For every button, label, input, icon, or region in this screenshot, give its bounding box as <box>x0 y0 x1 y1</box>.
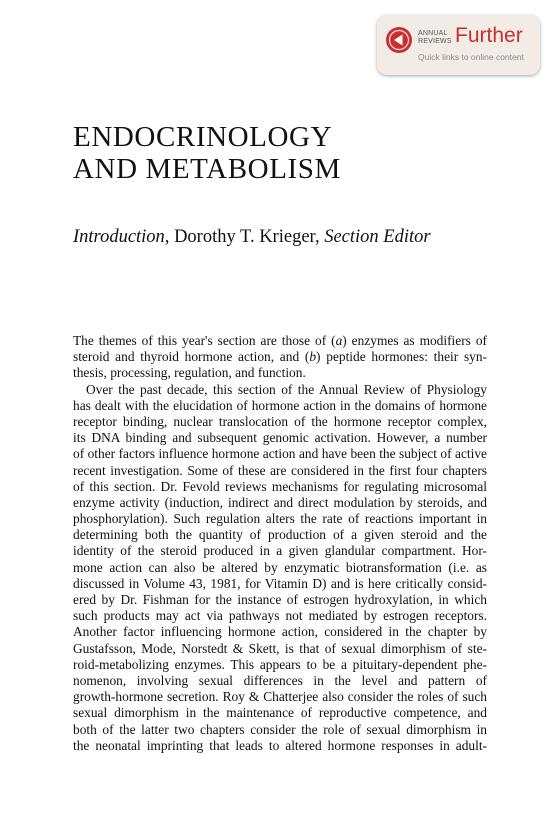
body-line: recent investigation. Some of these are considered in the first four chapters <box>73 462 487 478</box>
body-line: of this section. Dr. Fevold reviews mechanisms for regulating microsomal <box>73 478 487 494</box>
body-line: Gustafsson, Mode, Norstedt & Skett, is that of sexual dimorphism of ste- <box>73 640 487 656</box>
further-brand: Further <box>455 24 523 47</box>
body-line: ered by Dr. Fishman for the instance of estrogen hydroxylation, in which <box>73 592 487 607</box>
body-text <box>73 333 487 754</box>
publisher-annual: ANNUAL <box>418 30 448 37</box>
byline-role: Section Editor <box>324 227 431 247</box>
play-arrow-circle-icon <box>385 26 413 54</box>
byline <box>73 226 431 248</box>
body-line: its DNA binding and subsequent genomic activation. However, a number <box>73 430 487 446</box>
further-badge[interactable] <box>377 15 540 75</box>
byline-intro: Introduction, <box>73 227 170 247</box>
body-line: discussed in Volume 43, 1981, for Vitamin D) and is here critically consid- <box>73 575 487 591</box>
body-line: the neonatal imprinting that leads to altered hormone responses in adult- <box>73 737 487 753</box>
body-line: phosphorylation). Such regulation alters the rate of reactions important in <box>73 511 487 527</box>
body-line: thesis, processing, regulation, and function. <box>73 365 306 381</box>
body-line: determining both the quantity of production of a given steroid and the <box>73 527 487 543</box>
body-line: steroid and thyroid hormone action, and (b) peptide hormones: their syn- <box>73 349 488 365</box>
body-line: roid-metabolizing enzymes. This appears to be a pituitary-dependent phe- <box>73 656 487 672</box>
byline-author: Dorothy T. Krieger, <box>174 227 320 247</box>
section-title-line-1: ENDOCRINOLOGY <box>73 121 333 153</box>
body-line: identity of the steroid produced in a given glandular compartment. Hor- <box>73 543 487 559</box>
body-line: enzyme activity (induction, indirect and direct modulation by steroids, and <box>73 494 487 510</box>
body-line: receptor binding, nuclear translocation of the hormone receptor complex, <box>73 413 487 429</box>
body-line: of other factors influence hormone action and have been the subject of active <box>73 446 487 462</box>
body-line: nomenon, involving sexual differences in the level and pattern of <box>73 672 487 688</box>
body-line: such products may act via pathways not mediated by estrogen receptors. <box>73 608 487 624</box>
body-line: Over the past decade, this section of the Annual Review of Physiology <box>86 381 487 397</box>
body-line: sexual dimorphism in the maintenance of reproductive competence, and <box>73 705 487 721</box>
body-line: growth-hormone secretion. Roy & Chatterjee also consider the roles of such <box>73 689 487 705</box>
body-line: has dealt with the elucidation of hormone action in the domains of hormone <box>73 397 487 413</box>
publisher-reviews: REVIEWS <box>418 38 452 45</box>
body-line: mone action can also be altered by enzymatic biotransformation (i.e. as <box>73 559 487 575</box>
body-line: The themes of this year's section are those of (a) enzymes as modifiers of <box>73 333 487 348</box>
section-title-line-2: AND METABOLISM <box>73 153 341 185</box>
section-title <box>73 121 341 185</box>
body-line: both of the latter two chapters consider the role of sexual dimorphism in <box>73 721 487 737</box>
body-line: Another factor influencing hormone action, considered in the chapter by <box>73 624 487 640</box>
further-tagline: Quick links to online content <box>418 52 524 62</box>
